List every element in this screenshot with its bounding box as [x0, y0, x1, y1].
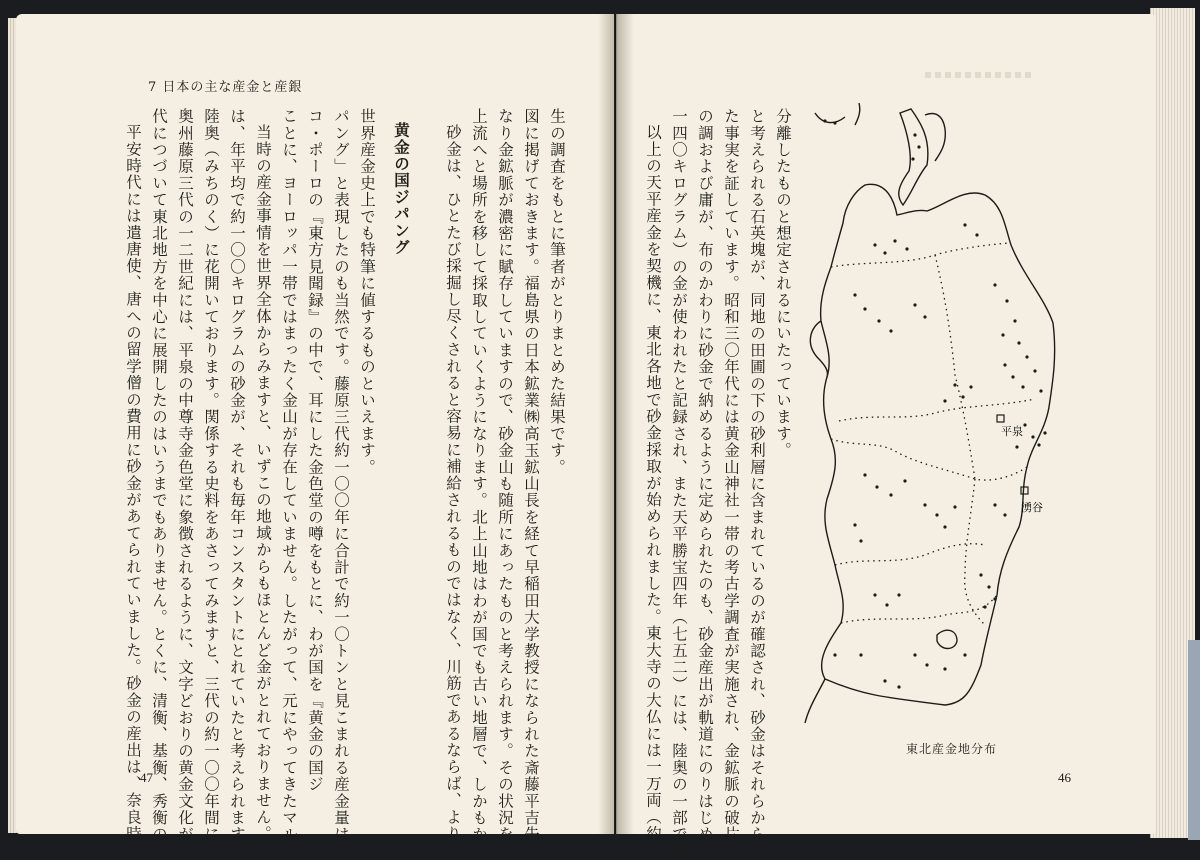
text-line: 上流へと場所を移して採取していくようになります。北上山地はわが国でも古い地層で、しかもか: [470, 108, 488, 843]
tohoku-gold-map: [795, 95, 1075, 725]
text-line: 世界産金史上でも特筆に値するものといえます。: [358, 108, 376, 476]
left-body-text-b: [440, 108, 570, 843]
text-line: た事実を証しています。昭和三〇年代には黄金山神社一帯の考古学調査が実施され、金鉱脈の破片: [722, 108, 740, 843]
section-heading: 黄金の国ジパング: [392, 122, 410, 256]
running-head: 7 日本の主な産金と産銀: [148, 80, 303, 95]
show-through-running-head: [925, 72, 1035, 78]
text-line: 代につづいて東北地方を中心に展開したのはいうまでもありません。とくに、清衡、基衡、秀衡の: [150, 108, 168, 843]
text-line: ことに、ヨーロッパ一帯ではまったく金山が存在していません。したがって、元にやってきたマル: [280, 108, 298, 843]
text-line: の調および庸が、布のかわりに砂金で納めるように定められたのも、砂金産出が軌道にのりはじめ: [696, 108, 714, 843]
text-line: 以上の天平産金を契機に、東北各地で砂金採取が始められました。東大寺の大仏には一万両（約: [644, 124, 662, 843]
wakuya-marker: [1021, 487, 1028, 494]
map-label-hiraizumi: 平泉: [1001, 425, 1023, 438]
text-line: は、年平均で約一〇〇キログラムの砂金が、それも毎年コンスタントにとれていたと考えられます。: [228, 108, 246, 860]
text-line: 陸奥（みちのく）に花開いております。関係する史料をあさってみますと、三代の約一〇〇年間に: [202, 108, 220, 843]
page-number-right: 46: [1058, 770, 1071, 785]
page-number-left: 47: [140, 770, 153, 785]
text-line: パング」と表現したのも当然です。藤原三代約一〇〇年に合計で約一〇トンと見こまれる産金量は、: [332, 108, 350, 860]
text-line: コ・ポーロの『東方見聞録』の中で、耳にした金色堂の噂をもとに、わが国を『黄金の国ジ: [306, 108, 324, 793]
background-object: [1188, 640, 1200, 840]
book-gutter: [598, 14, 634, 834]
text-line: 平安時代には遣唐使、唐への留学僧の費用に砂金があてられていました。砂金の産出は、奈良時: [124, 124, 142, 843]
gold-site-dots: [823, 119, 1046, 688]
coastline: [805, 103, 1055, 723]
text-line: 生の調査をもとに筆者がとりまとめた結果です。: [548, 108, 566, 476]
map-label-wakuya: 湧谷: [1021, 501, 1043, 514]
text-line: 砂金は、ひとたび採掘し尽くされると容易に補給されるものではなく、川筋であるならば、より: [444, 124, 462, 843]
left-body-text-a: [120, 108, 380, 860]
map-caption: 東北産金地分布: [906, 742, 998, 756]
text-line: 当時の産金事情を世界全体からみますと、いずこの地域からもほとんど金がとれておりません。: [254, 124, 272, 843]
text-line: 奥州藤原三代の一二世紀には、平泉の中尊寺金色堂に象徴されるように、文字どおりの黄金文化が: [176, 108, 194, 843]
hiraizumi-marker: [997, 415, 1004, 422]
text-line: なり金鉱脈が濃密に賦存していますので、砂金山も随所にあったものと考えられます。その状況を: [496, 108, 514, 843]
text-line: 分離したものと想定されるにいたっています。: [774, 108, 792, 459]
text-line: と考えられる石英塊が、同地の田圃の下の砂利層に含まれているのが確認され、砂金はそれらから: [748, 108, 766, 843]
right-body-text: [640, 108, 796, 860]
text-line: 一四〇キログラム）の金が使われたと記録され、また天平勝宝四年（七五二）には、陸奥の一部で税: [670, 108, 688, 860]
text-line: 図に掲げておきます。福島県の日本鉱業㈱高玉鉱山長を経て早稲田大学教授になられた斎藤平吉先: [522, 108, 540, 843]
